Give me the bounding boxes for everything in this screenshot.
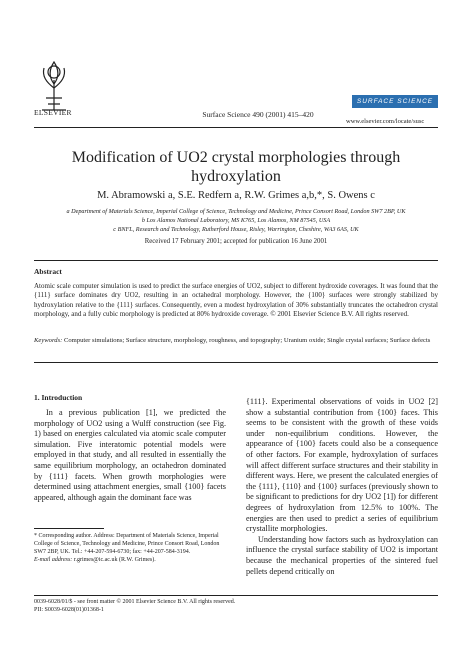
publisher-name: ELSEVIER	[34, 108, 72, 117]
affiliation-b: b Los Alamos National Laboratory, MS K765, Los Alamos, NM 87545, USA	[141, 217, 331, 224]
copyright-line: 0039-6028/01/$ - see front matter © 2001 Elsevier Science B.V. All rights reserved.	[34, 599, 236, 605]
bottom-divider	[34, 595, 438, 596]
journal-url-link[interactable]: www.elsevier.com/locate/susc	[346, 118, 425, 125]
header-divider	[34, 127, 438, 128]
section-heading-introduction: 1. Introduction	[34, 393, 83, 402]
pii-line: PII: S0039-6028(01)01368-1	[34, 607, 104, 613]
paragraph: {111}. Experimental observations of voids in UO2 [2] show a substantial contribution from {100} faces. This seems to be consistent with the growth of these voids under non-equilibrium conditions. However, the appearance of {100} facets could also be a consequence of other factors. For example, hydroxylation of surfaces will affect different surface structures and their stability in different ways. Here, we present the calculated energies of the {111}, {110} and {100} surfaces (previously shown to be significant to predictions for dry UO2 [1]) for different degrees of hydroxylation from 12.5% to 100%. The energies are then used to predict a series of equilibrium crystallite morphologies.	[246, 397, 438, 534]
abstract-bottom-divider	[34, 362, 438, 363]
paragraph: Understanding how factors such as hydroxylation can influence the crystal surface stability of UO2 is important because the mechanical properties of the sintered fuel pellets depend critically on	[246, 534, 438, 576]
footnote	[34, 532, 226, 564]
body-left-column	[34, 408, 226, 503]
journal-citation: Surface Science 490 (2001) 415–420	[202, 110, 314, 119]
affiliation-c: c BNFL, Research and Technology, Rutherford House, Risley, Warrington, Cheshire, WA3 6AS, UK	[113, 226, 359, 233]
email-address[interactable]: r.grimes@ic.ac.uk (R.W. Grimes).	[73, 557, 156, 563]
abstract-top-divider	[34, 260, 438, 261]
abstract-heading: Abstract	[34, 267, 62, 276]
article-title	[34, 148, 438, 186]
affiliations	[40, 207, 432, 234]
authors-line: M. Abramowski a, S.E. Redfern a, R.W. Grimes a,b,*, S. Owens c	[97, 190, 375, 201]
keywords	[34, 336, 438, 345]
keywords-label: Keywords:	[34, 337, 63, 344]
body-right-column	[246, 397, 438, 577]
email-label: E-mail address:	[34, 557, 73, 563]
email-line	[34, 556, 226, 564]
title-text: Modification of UO2 crystal morphologies through hydroxylation	[71, 149, 401, 185]
copyright-block	[34, 598, 235, 614]
keywords-list: Computer simulations; Surface structure, morphology, roughness, and topography; Uranium oxide; Single crystal surfaces; Surface defects	[63, 337, 431, 344]
journal-banner: SURFACE SCIENCE	[352, 95, 438, 108]
received-dates: Received 17 February 2001; accepted for publication 16 June 2001	[144, 238, 328, 245]
elsevier-logo-icon	[34, 58, 74, 114]
affiliation-a: a Department of Materials Science, Imperial College of Science, Technology and Medicine, Prince Consort Road, London SW7 2BP, UK	[66, 208, 406, 215]
footnote-divider	[34, 528, 104, 529]
corresponding-author-note: * Corresponding author. Address: Department of Materials Science, Imperial College of Science, Technology and Medicine, Prince Consort Road, London SW7 2BP, UK. Tel.: +44-207-594-6730; fax: +44-207-584-3194.	[34, 533, 220, 555]
paragraph: In a previous publication [1], we predicted the morphology of UO2 using a Wulff construction (see Fig. 1) based on energies calculated via atomic scale computer simulation. Five interatomic potential models were employed in that study, and all resulted in essentially the same equilibrium morphology, an octahedron dominated by {111} facets. When growth morphologies were determined using attachment energies, small {100} facets appeared, although again the dominant face was	[34, 408, 226, 502]
abstract-text: Atomic scale computer simulation is used to predict the surface energies of UO2, subject to different hydroxide coverages. It was found that the {111} surface dominates dry UO2, resulting in an octahedral morphology. However, the {100} surfaces were strongly stabilized by hydroxylation relative to the {111} surfaces. Consequently, even a modest hydroxylation of 30% substantially truncates the octahedron crystal morphology, and a fully cubic morphology is predicted at 80% hydroxide coverage. © 2001 Elsevier Science B.V. All rights reserved.	[34, 282, 438, 319]
